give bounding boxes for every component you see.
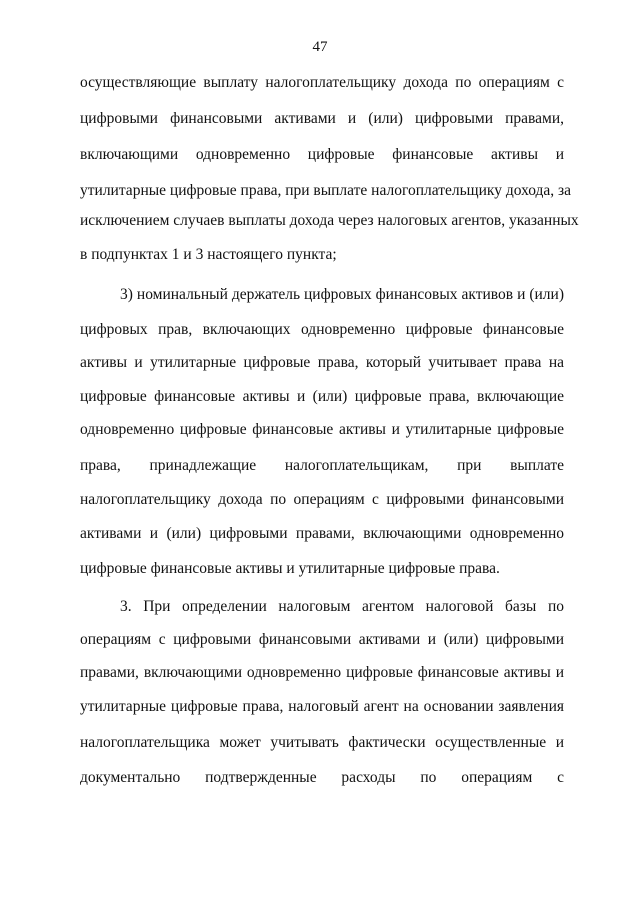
text-line: 3. При определении налоговым агентом налоговой базы по — [120, 598, 564, 615]
text-line: налогоплательщика может учитывать фактически осуществленные и — [80, 734, 564, 751]
text-line: 3) номинальный держатель цифровых финансовых активов и (или) — [120, 286, 564, 303]
text-line: цифровыми финансовыми активами и (или) цифровыми правами, — [80, 110, 564, 127]
text-line: права, принадлежащие налогоплательщикам, при выплате — [80, 457, 564, 474]
text-line: правами, включающими одновременно цифровые финансовые активы и — [80, 664, 564, 681]
text-line: цифровых прав, включающих одновременно цифровые финансовые — [80, 321, 564, 338]
text-line: операциям с цифровыми финансовыми активами и (или) цифровыми — [80, 631, 564, 648]
text-line: активами и (или) цифровыми правами, включающими одновременно — [80, 525, 564, 542]
text-line: документально подтвержденные расходы по операциям с — [80, 769, 564, 786]
text-line: одновременно цифровые финансовые активы и утилитарные цифровые — [80, 421, 564, 438]
text-line: утилитарные цифровые права, налоговый агент на основании заявления — [80, 698, 564, 715]
text-line: цифровые финансовые активы и утилитарные цифровые права. — [80, 560, 500, 577]
text-line: утилитарные цифровые права, при выплате налогоплательщику дохода, за — [80, 182, 572, 199]
text-line: активы и утилитарные цифровые права, который учитывает права на — [80, 354, 564, 371]
text-line: налогоплательщику дохода по операциям с цифровыми финансовыми — [80, 491, 564, 508]
text-line: исключением случаев выплаты дохода через налоговых агентов, указанных — [80, 212, 579, 229]
text-line: цифровые финансовые активы и (или) цифровые права, включающие — [80, 388, 564, 405]
text-line: в подпунктах 1 и 3 настоящего пункта; — [80, 246, 337, 263]
text-line: включающими одновременно цифровые финансовые активы и — [80, 146, 564, 163]
page-number: 47 — [312, 39, 328, 55]
text-line: осуществляющие выплату налогоплательщику дохода по операциям с — [80, 74, 564, 91]
